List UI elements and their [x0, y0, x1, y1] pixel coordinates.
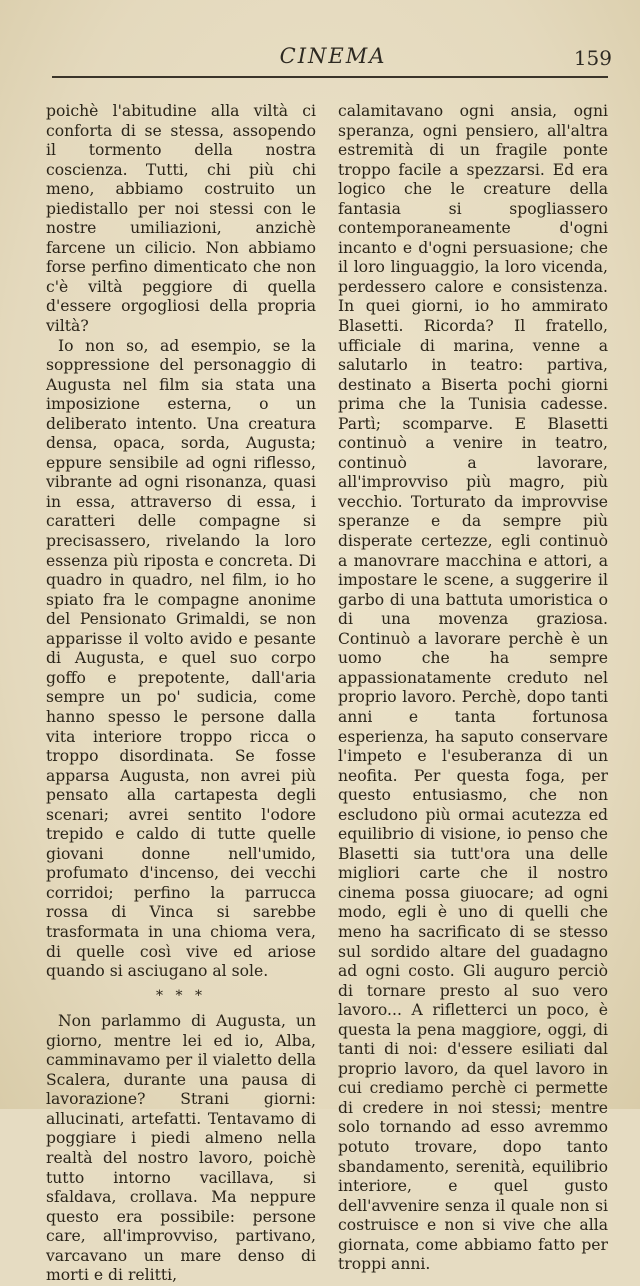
- running-title: CINEMA: [279, 44, 387, 68]
- paragraph: Io non so, ad esempio, se la soppressione del personaggio di Augusta nel film sia stata una imposizione esterna, o un deliberato intento. Una creatura densa, opaca, sorda, Augusta; eppure sensibile ad ogni riflesso, vibrante ad ogni risonanza, quasi in essa, attraverso di essa, i caratteri delle compagne si precisassero, rivelando la loro essenza più riposta e concreta. Di quadro in quadro, nel film, io ho spiato fra le compagne anonime del Pensionato Grimaldi, se non apparisse il volto avido e pesante di Augusta, e quel suo corpo goffo e prepotente, dall'aria sempre un po' sudicia, come hanno spesso le persone dalla vita interiore troppo ricca o troppo disordinata. Se fosse apparsa Augusta, non avrei più pensato alla cartapesta degli scenari; avrei sentito l'odore trepido e caldo di tutte quelle giovani donne nell'umido, profumato d'incenso, dei vecchi corridoi; perfino la parrucca rossa di Vinca si sarebbe trasformata in una chioma vera, di quelle così vive ed ariose quando si asciugano al sole.: [46, 336, 316, 981]
- paragraph: calamitavano ogni ansia, ogni speranza, ogni pensiero, all'altra estremità di un fragile ponte troppo facile a spezzarsi. Ed era logico che le creature della fantasia si spogliassero contemporaneamente d'ogni incanto e d'ogni persuasione; che il loro linguaggio, la loro vicenda, perdessero calore e consistenza. In quei giorni, io ho ammirato Blasetti. Ricorda? Il fratello, ufficiale di marina, venne a salutarlo in teatro: partiva, destinato a Biserta pochi giorni prima che la Tunisia cadesse. Partì; scomparve. E Blasetti continuò a venire in teatro, continuò a lavorare, all'improvviso più magro, più vecchio. Torturato da improvvise speranze e da sempre più disperate certezze, egli continuò a manovrare macchina e attori, a impostare le scene, a suggerire il garbo di una battuta umoristica o di una movenza graziosa. Continuò a lavorare perchè è un uomo che ha sempre appassionatamente creduto nel proprio lavoro. Perchè, dopo tanti anni e tanta fortunosa esperienza, ha saputo conservare l'impeto e l'esuberanza di un neofita. Per questa foga, per questo entusiasmo, che non escludono più ormai acutezza ed equilibrio di visione, io penso che Blasetti sia tutt'ora una delle migliori carte che il nostro cinema possa giuocare; ad ogni modo, egli è uno di quelli che meno ha sacrificato di se stesso sul sordido altare del guadagno ad ogni costo. Gli auguro perciò di tornare presto al suo vero lavoro... A rifletterci un poco, è questa la pena maggiore, oggi, di tanti di noi: d'essere esiliati dal proprio lavoro, da quel lavoro in cui crediamo perchè ci permette di credere in noi stessi; mentre solo tornando ad esso avremmo potuto trovare, dopo tanto sbandamento, serenità, equilibrio interiore, e quel gusto dell'avvenire senza il quale non si costruisce e non si vive che alla giornata, come abbiamo fatto per troppi anni.: [338, 102, 608, 1274]
- page-header: [48, 38, 618, 78]
- header-rule: [52, 76, 608, 78]
- section-separator: * * *: [156, 987, 206, 1004]
- right-column: [338, 102, 608, 1275]
- paragraph: Non parlammo di Augusta, un giorno, mentre lei ed io, Alba, camminavamo per il vialetto della Scalera, durante una pausa di lavorazione? Strani giorni: allucinati, artefatti. Tentavamo di poggiare i piedi almeno nella realtà del nostro lavoro, poichè tutto intorno vacillava, si sfaldava, crollava. Ma neppure questo era possibile: persone care, all'improvviso, partivano, varcavano un mare denso di morti e di relitti,: [46, 1012, 316, 1285]
- paragraph: poichè l'abitudine alla viltà ci conforta di se stessa, assopendo il tormento della nostra coscienza. Tutti, chi più chi meno, abbiamo costruito un piedistallo per noi stessi con le nostre umiliazioni, anzichè farcene un cilicio. Non abbiamo forse perfino dimenticato che non c'è viltà peggiore di quella d'essere orgogliosi della propria viltà?: [46, 102, 316, 336]
- left-column: [46, 102, 316, 1286]
- page-number: 159: [573, 46, 612, 70]
